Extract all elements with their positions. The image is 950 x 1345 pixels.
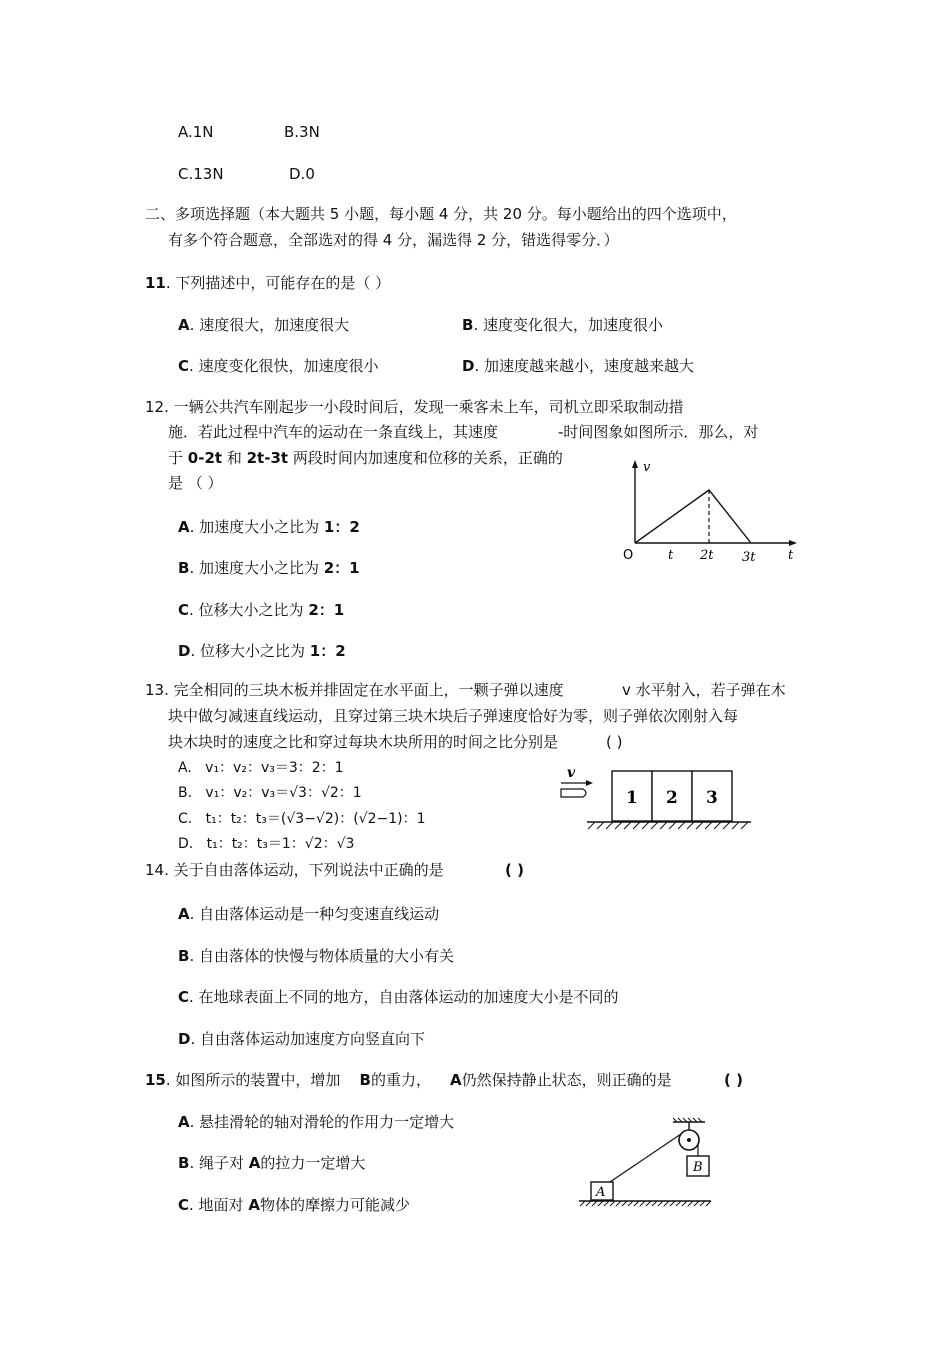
q12-stem-line1: 12. 一辆公共汽车刚起步一小段时间后，发现一乘客未上车，司机立即采取制动措 <box>145 398 684 416</box>
hatch-mark <box>633 822 640 829</box>
q15-answer-paren: ( ) <box>724 1071 743 1089</box>
q12-text: 于 <box>168 449 188 467</box>
q10-option-d: D.0 <box>289 165 315 183</box>
q13-option-d: D. t₁：t₂：t₃＝1：√2：√3 <box>178 836 355 852</box>
q14-option-d <box>178 1029 425 1049</box>
option-text: v₁：v₂：v₃＝3：2：1 <box>205 760 344 776</box>
q13-bullet-blocks-figure <box>555 765 755 835</box>
q12-option-b <box>178 558 360 578</box>
q15-option-b <box>178 1153 365 1173</box>
q10-option-c: C.13N <box>178 165 224 183</box>
option-text: . 自由落体运动是一种匀变速直线运动 <box>189 905 440 923</box>
q15-text: 仍然保持静止状态，则正确的是 <box>461 1071 672 1089</box>
option-letter: B <box>462 316 474 334</box>
q11-stem <box>145 273 390 293</box>
option-letter: B <box>178 785 188 801</box>
q13-stem-line3: 块木块时的速度之比和穿过每块木块所用的时间之比分别是 <box>168 733 559 751</box>
q11-option-b <box>462 315 663 335</box>
hatch-mark <box>705 822 712 829</box>
q12-stem-line4: 是 （ ） <box>168 474 223 492</box>
option-letter: C <box>178 811 188 827</box>
q13-option-c: C. t₁：t₂：t₃＝(√3−√2)：(√2−1)：1 <box>178 811 426 827</box>
option-letter: B <box>178 559 190 577</box>
velocity-line <box>635 490 751 543</box>
option-bold: A <box>248 1154 261 1172</box>
option-letter: C <box>178 357 190 375</box>
hatch-mark <box>678 822 685 829</box>
option-text: . 在地球表面上不同的地方，自由落体运动的加速度大小是不同的 <box>189 988 619 1006</box>
option-letter: D <box>462 357 475 375</box>
option-letter: A <box>178 518 190 536</box>
q10-option-a: A.1N <box>178 123 214 141</box>
q15-option-a <box>178 1112 454 1132</box>
option-text: . 绳子对 <box>189 1154 249 1172</box>
q15-option-c <box>178 1195 410 1215</box>
tick-label-3t: 3t <box>742 550 756 565</box>
q12-text: 两段时间内加速度和位移的关系，正确的 <box>288 449 563 467</box>
v-axis-label: v <box>643 460 651 475</box>
q12-velocity-time-graph <box>615 455 805 570</box>
option-letter: C <box>178 601 190 619</box>
block-3-label: 3 <box>706 788 718 808</box>
hatch-mark <box>660 822 667 829</box>
option-letter: D <box>178 642 191 660</box>
block-a-label: A <box>596 1185 606 1200</box>
hatch-mark <box>714 822 721 829</box>
option-text: . 速度很大，加速度很大 <box>189 316 350 334</box>
hatch-mark <box>642 822 649 829</box>
option-text: . 位移大小之比为 <box>189 601 309 619</box>
tick-label-2t: 2t <box>700 548 714 563</box>
option-text: . 加速度大小之比为 <box>189 559 324 577</box>
q15-text: 的重力， <box>370 1071 431 1089</box>
q14-option-a <box>178 904 439 924</box>
option-text: t₁：t₂：t₃＝1：√2：√3 <box>206 836 355 852</box>
option-ratio: 1：2 <box>309 642 346 660</box>
hatch-mark <box>588 822 595 829</box>
origin-label: O <box>623 548 634 563</box>
option-text: . 加速度越来越小，速度越来越大 <box>474 357 694 375</box>
option-letter: C <box>178 988 190 1006</box>
q13-stem-line2: 块中做匀减速直线运动，且穿过第三块木块后子弹速度恰好为零，则子弹依次刚射入每 <box>168 707 739 725</box>
option-ratio: 2：1 <box>308 601 345 619</box>
option-letter: A <box>178 316 190 334</box>
q12-text: 和 <box>222 449 247 467</box>
hatch-mark <box>651 822 658 829</box>
hatch-mark <box>741 822 748 829</box>
q15-pulley-figure <box>575 1118 715 1213</box>
option-ratio: 1：2 <box>323 518 360 536</box>
option-text: . 悬挂滑轮的轴对滑轮的作用力一定增大 <box>189 1113 455 1131</box>
option-letter: A <box>178 905 190 923</box>
option-text: t₁：t₂：t₃＝(√3−√2)：(√2−1)：1 <box>205 811 426 827</box>
option-letter: B <box>178 947 190 965</box>
section2-heading-line1: 二、多项选择题（本大题共 5 小题，每小题 4 分，共 20 分。每小题给出的四个选项中， <box>145 205 737 223</box>
q11-option-d <box>462 356 694 376</box>
pulley-axle <box>687 1138 691 1142</box>
option-ratio: 2：1 <box>323 559 360 577</box>
option-text: . 位移大小之比为 <box>190 642 310 660</box>
hatch-mark <box>669 822 676 829</box>
q10-option-b: B.3N <box>284 123 320 141</box>
block-1-label: 1 <box>626 788 638 808</box>
q12-option-a <box>178 517 360 537</box>
q11-option-a <box>178 315 349 335</box>
q12-option-d <box>178 641 346 661</box>
ground-hatch <box>588 822 748 829</box>
block-b-label: B <box>693 1160 703 1175</box>
option-letter: A <box>178 1113 190 1131</box>
q12-option-c <box>178 600 344 620</box>
q11-option-c <box>178 356 379 376</box>
section2-heading-line2: 有多个符合题意，全部选对的得 4 分，漏选得 2 分，错选得零分．） <box>168 231 619 249</box>
q13-option-a: A. v₁：v₂：v₃＝3：2：1 <box>178 760 344 776</box>
q11-stem-text: . 下列描述中，可能存在的是（ ） <box>165 274 391 292</box>
hatch-mark <box>723 822 730 829</box>
q15-stem <box>145 1070 672 1090</box>
q12-stem-line2b: -时间图象如图所示．那么，对 <box>558 423 759 441</box>
rope-to-a <box>607 1134 681 1184</box>
hatch-mark <box>624 822 631 829</box>
option-text: . 速度变化很大，加速度很小 <box>473 316 663 334</box>
hatch-mark <box>615 822 622 829</box>
q13-answer-paren: ( ) <box>606 733 623 751</box>
bullet <box>561 789 586 797</box>
q13-option-b: B. v₁：v₂：v₃＝√3：√2：1 <box>178 785 362 801</box>
q15-text: . 如图所示的装置中，增加 <box>165 1071 341 1089</box>
option-letter: D <box>178 836 189 852</box>
q15-number: 15 <box>145 1071 166 1089</box>
velocity-label: v <box>567 765 576 781</box>
option-letter: A <box>178 760 188 776</box>
q13-stem-line1b: v 水平射入，若子弹在木 <box>622 681 786 699</box>
hatch-mark <box>696 822 703 829</box>
q12-stem-line3 <box>168 448 563 468</box>
option-letter: B <box>178 1154 190 1172</box>
option-bold: A <box>248 1196 260 1214</box>
hatch-mark <box>606 822 613 829</box>
option-text: . 自由落体运动加速度方向竖直向下 <box>190 1030 425 1048</box>
q15-block-b-ref: B <box>359 1071 371 1089</box>
t-axis-label: t <box>788 548 794 563</box>
option-text: . 加速度大小之比为 <box>189 518 324 536</box>
v-axis-arrow-icon <box>632 460 638 468</box>
option-text: 的拉力一定增大 <box>260 1154 366 1172</box>
hatch-mark <box>732 822 739 829</box>
option-letter: D <box>178 1030 191 1048</box>
option-text: . 地面对 <box>189 1196 249 1214</box>
q14-answer-paren: ( ) <box>505 861 524 879</box>
q12-stem-line2a: 施．若此过程中汽车的运动在一条直线上，其速度 <box>168 423 499 441</box>
q14-option-b <box>178 946 454 966</box>
q15-block-a-ref: A <box>450 1071 462 1089</box>
q13-stem-line1a: 13. 完全相同的三块木板并排固定在水平面上，一颗子弹以速度 <box>145 681 564 699</box>
option-letter: C <box>178 1196 190 1214</box>
q12-interval-1: 0-2t <box>187 449 223 467</box>
velocity-arrow-icon <box>586 780 593 786</box>
option-text: . 自由落体的快慢与物体质量的大小有关 <box>189 947 454 965</box>
q12-interval-2: 2t-3t <box>246 449 289 467</box>
q11-number: 11 <box>145 274 166 292</box>
option-text: 物体的摩擦力可能减少 <box>259 1196 410 1214</box>
tick-label-t: t <box>668 548 674 563</box>
option-text: v₁：v₂：v₃＝√3：√2：1 <box>205 785 362 801</box>
t-axis-arrow-icon <box>789 540 797 546</box>
q14-stem: 14. 关于自由落体运动，下列说法中正确的是 <box>145 861 444 879</box>
block-2-label: 2 <box>666 788 678 808</box>
hatch-mark <box>597 822 604 829</box>
hatch-mark <box>687 822 694 829</box>
q14-option-c <box>178 987 619 1007</box>
option-text: . 速度变化很快，加速度很小 <box>189 357 379 375</box>
